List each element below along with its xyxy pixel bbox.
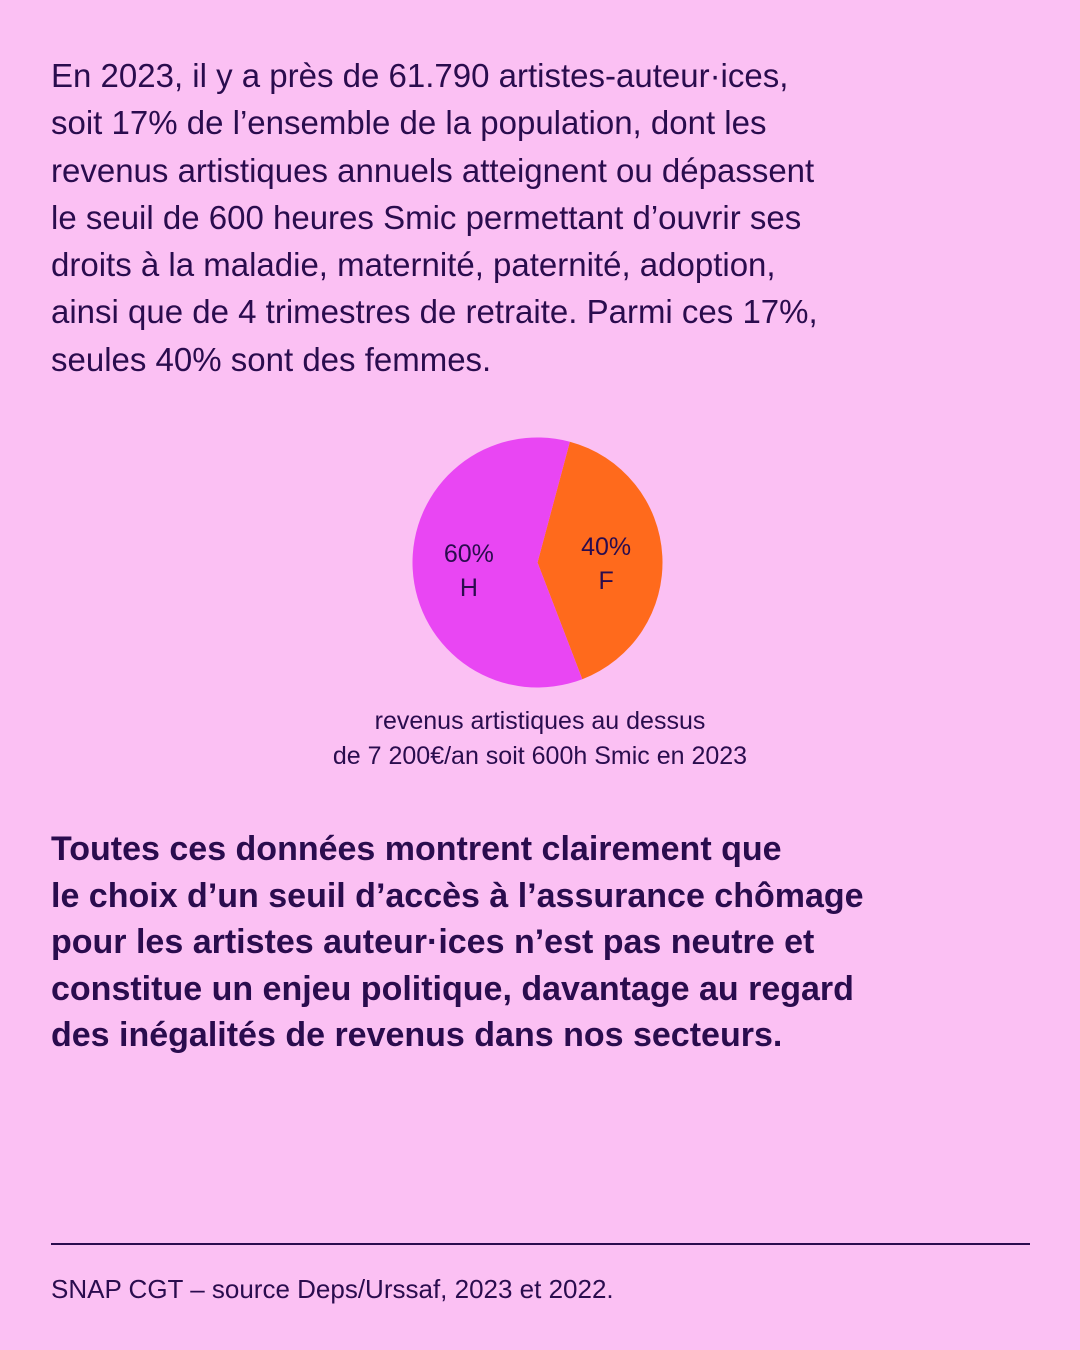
pie-chart [412, 437, 663, 688]
pie-value-label: 60% [443, 540, 494, 569]
conclusion-line: le choix d’un seuil d’accès à l’assurance chômage [51, 876, 864, 915]
pie-chart-svg [412, 437, 663, 688]
pie-value-label: 40% [581, 532, 632, 561]
intro-line: ainsi que de 4 trimestres de retraite. Parmi ces 17%, [51, 293, 818, 331]
intro-line: seules 40% sont des femmes. [51, 340, 492, 378]
chart-caption [0, 704, 1080, 774]
conclusion-line: des inégalités de revenus dans nos secteurs. [51, 1016, 783, 1054]
intro-line: droits à la maladie, maternité, paternité, adoption, [51, 246, 776, 284]
intro-line: revenus artistiques annuels atteignent ou dépassent [51, 151, 815, 189]
chart-caption-line: revenus artistiques au dessus [374, 707, 706, 735]
pie-category-label: H [459, 574, 478, 603]
intro-line: le seuil de 600 heures Smic permettant d’ouvrir ses [51, 198, 802, 236]
intro-line: En 2023, il y a près de 61.790 artistes-auteur·ices, [51, 57, 789, 94]
pie-category-label: F [598, 566, 614, 595]
conclusion-line: pour les artistes auteur·ices n’est pas neutre et [51, 923, 815, 961]
chart-caption-line: de 7 200€/an soit 600h Smic en 2023 [332, 742, 748, 770]
source-note: SNAP CGT – source Deps/Urssaf, 2023 et 2022. [51, 1274, 614, 1304]
conclusion-line: constitue un enjeu politique, davantage au regard [51, 969, 854, 1008]
intro-line: soit 17% de l’ensemble de la population, dont les [51, 104, 767, 142]
footer-divider [51, 1243, 1030, 1245]
conclusion-line: Toutes ces données montrent clairement que [51, 830, 782, 868]
intro-paragraph [51, 52, 1041, 383]
conclusion-paragraph [51, 826, 1041, 1059]
